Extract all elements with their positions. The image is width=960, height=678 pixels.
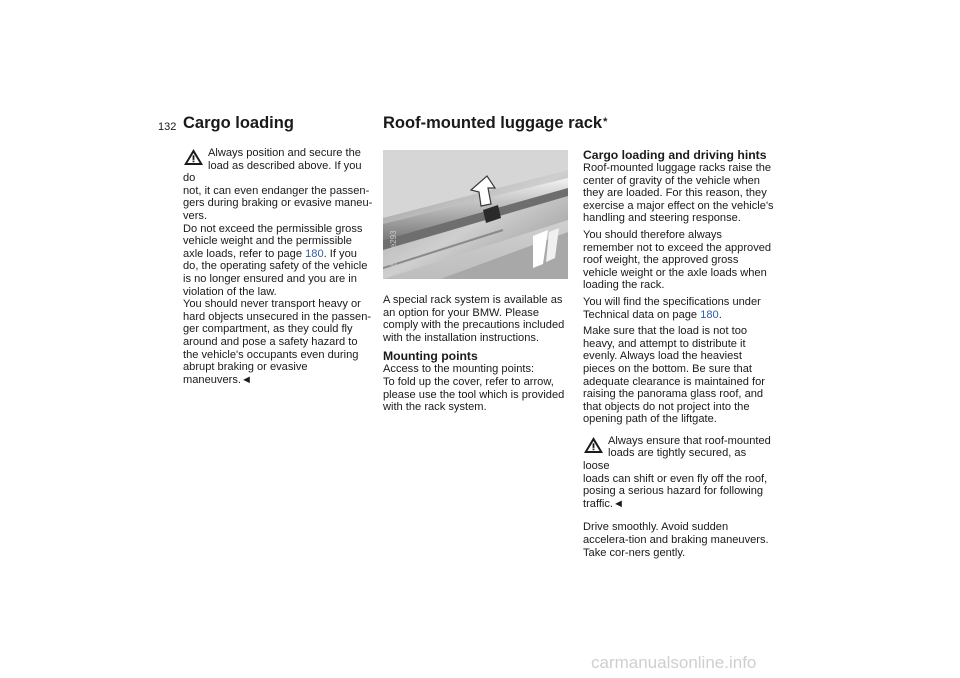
section-title-text: Cargo loading bbox=[183, 114, 294, 132]
page-number: 132 bbox=[158, 121, 177, 133]
warning-lead-line: load as described above. If you do bbox=[183, 159, 362, 185]
warning-text: You should never transport heavy or hard objects unsecured in the passen-ger compartment, as they could fly around and pose a safety hazard to the vehicle's occupants even during abrupt braking or evasive maneuvers. bbox=[183, 298, 372, 386]
warning-lead-line: Always ensure that roof-mounted bbox=[608, 434, 771, 447]
page-link-180[interactable]: 180 bbox=[700, 308, 719, 321]
option-star: * bbox=[603, 116, 608, 128]
page-link-180[interactable]: 180 bbox=[305, 247, 324, 260]
section-title-cargo-loading bbox=[183, 114, 294, 133]
warning-paragraph bbox=[183, 298, 375, 386]
warning-triangle-icon bbox=[183, 148, 204, 166]
right-column bbox=[583, 148, 775, 559]
mounting-paragraph: To fold up the cover, refer to arrow, please use the tool which is provided with the rack system. bbox=[383, 375, 565, 414]
roof-rack-photo bbox=[383, 150, 568, 279]
body-paragraph: Drive smoothly. Avoid sudden accelera-tion and braking maneuvers. Take cor-ners gently. bbox=[583, 521, 769, 559]
left-column bbox=[183, 147, 375, 386]
body-paragraph: Make sure that the load is not too heavy, and attempt to distribute it evenly. Always load the heaviest pieces on the bottom. Be sure that adequate clearance is maintained for raising the panorama glass roof, and that objects do not project into the opening path of the liftgate. bbox=[583, 325, 765, 426]
mounting-points-heading: Mounting points bbox=[383, 349, 478, 364]
body-text: . bbox=[718, 308, 722, 321]
warning-block bbox=[183, 147, 375, 386]
mounting-paragraph: Access to the mounting points: bbox=[383, 363, 535, 376]
section-title-roof-rack bbox=[383, 114, 607, 133]
photo-code: 530de293 bbox=[389, 230, 398, 266]
warning-block bbox=[583, 435, 775, 511]
section-title-text: Roof-mounted luggage rack bbox=[383, 114, 603, 132]
intro-paragraph: A special rack system is available as an option for your BMW. Please comply with the precautions included with the installation instructions. bbox=[383, 294, 565, 344]
body-paragraph bbox=[583, 296, 775, 321]
warning-text: loads can shift or even fly off the roof, posing a serious hazard for following traffic. bbox=[583, 472, 768, 510]
end-mark: ◄ bbox=[613, 497, 624, 510]
warning-paragraph: not, it can even endanger the passen-gers during braking or evasive maneu-vers. bbox=[183, 184, 373, 222]
driving-hints-heading: Cargo loading and driving hints bbox=[583, 148, 767, 162]
warning-paragraph bbox=[583, 473, 775, 511]
end-mark: ◄ bbox=[240, 373, 252, 386]
warning-lead-line: loads are tightly secured, as loose bbox=[583, 447, 747, 473]
warning-text: Do not exceed the permissible gross vehicle weight and the permissible axle loads, refer to page bbox=[183, 222, 363, 260]
warning-paragraph bbox=[183, 223, 375, 299]
warning-text: . If you do, the operating safety of the vehicle is no longer ensured and you are in violation of the law. bbox=[183, 247, 368, 298]
body-paragraph: You should therefore always remember not to exceed the approved roof weight, the approved gross vehicle weight or the axle loads when loading the rack. bbox=[583, 228, 772, 292]
warning-lead-line: Always position and secure the bbox=[208, 147, 361, 159]
watermark: carmanualsonline.info bbox=[591, 653, 757, 672]
warning-triangle-icon bbox=[583, 436, 604, 454]
body-text: You will find the specifications under Technical data on page bbox=[583, 295, 761, 321]
middle-column bbox=[383, 294, 575, 414]
body-paragraph: Roof-mounted luggage racks raise the center of gravity of the vehicle when they are loaded. For this reason, they exercise a major effect on the vehicle's handling and steering response. bbox=[583, 162, 774, 225]
